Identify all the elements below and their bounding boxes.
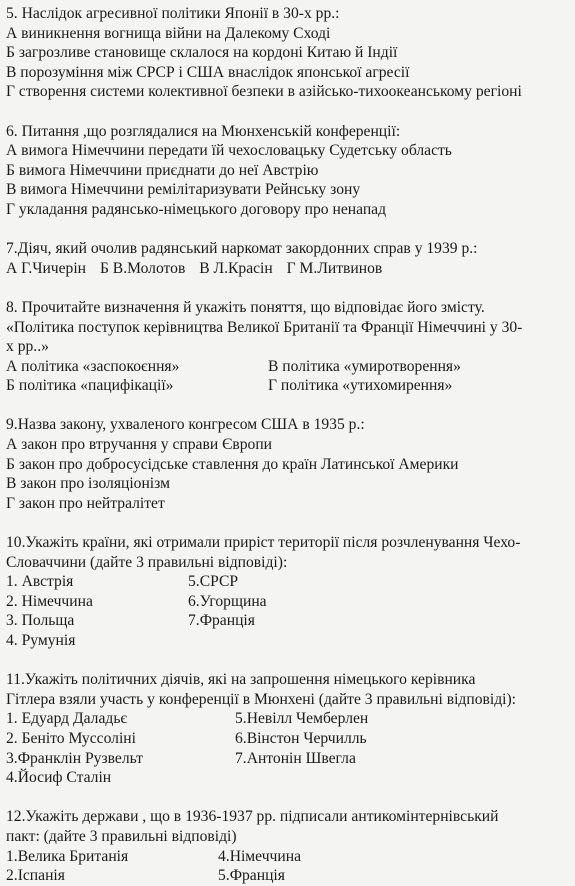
option: Г укладання радянсько-німецького договору про ненапад [6,200,387,218]
option: А вимога Німеччини передати їй чехословацьку Судетську область [6,142,452,160]
question-title: 8. Прочитайте визначення й укажіть поняття, що відповідає його змісту. [6,298,485,316]
question-11 [6,670,575,788]
option: В Л.Красін [199,259,273,277]
options-row [6,592,575,612]
option: В закон про ізоляціонізм [6,475,170,493]
option: Б вимога Німеччини приєднати до неї Австрію [6,161,319,179]
question-title: Гітлера взяли участь у конференції в Мюнхені (дайте 3 правильні відповіді): [6,690,516,708]
question-8 [6,298,575,396]
options-row [6,376,575,396]
option: Г М.Литвинов [286,259,383,277]
option: 2. Німеччина [6,592,93,610]
options-row [6,611,575,631]
option: Б В.Молотов [99,259,186,277]
options-row [6,572,575,592]
option: Г закон про нейтралітет [6,494,165,512]
option: 1.Велика Британія [6,847,129,865]
question-quote: х рр..» [6,338,49,356]
question-title: 9.Назва закону, ухваленого конгресом США в 1935 р.: [6,416,365,434]
option: Б загрозливе становище склалося на кордоні Китаю й Індії [6,44,398,62]
option: Б політика «пацифікації» [6,377,174,395]
options-row [6,749,575,769]
question-7 [6,239,575,278]
question-5 [6,4,575,102]
question-9 [6,415,575,513]
option: В політика «умиротворення» [268,357,461,375]
option: 6.Вінстон Черчилль [235,729,367,747]
question-title: 11.Укажіть політичних діячів, які на запрошення німецького керівника [6,671,476,689]
question-title: 6. Питання ,що розглядалися на Мюнхенській конференції: [6,122,401,140]
option: 5.СРСР [188,573,239,591]
question-title: пакт: (дайте 3 правильні відповіді) [6,827,237,845]
question-10 [6,533,575,651]
option: А закон про втручання у справи Європи [6,436,273,454]
option: 6.Угорщина [188,592,267,610]
option: А виникнення вогнища війни на Далекому Сході [6,24,331,42]
option: 4.Німеччина [218,847,301,865]
question-title: 7.Діяч, який очолив радянський наркомат закордонних справ у 1939 р.: [6,240,478,258]
option: А політика «заспокоєння» [6,357,180,375]
option: 3.Франклін Рузвельт [6,749,143,767]
option: 1. Едуард Даладьє [6,710,128,728]
option: 3. Польща [6,612,75,630]
options-row [6,709,575,729]
question-6 [6,122,575,220]
option: Б закон про добросусідське ставлення до країн Латинської Америки [6,455,459,473]
option: 2. Беніто Муссоліні [6,729,136,747]
options-row [6,866,575,886]
option: В порозуміння між СРСР і США внаслідок японської агресії [6,63,410,81]
option: 4. Румунія [6,632,76,649]
option: В вимога Німеччини ремілітаризувати Рейнську зону [6,181,361,199]
option: 2.Іспанія [6,867,65,885]
option: Г створення системи колективної безпеки в азійсько-тихоокеанському регіоні [6,83,522,101]
question-title: 5. Наслідок агресивної політики Японії в 30-х рр.: [6,5,340,22]
question-title: Словаччини (дайте 3 правильні відповіді): [6,553,288,571]
option: 7.Франція [188,612,255,630]
option: 4.Йосиф Сталін [6,769,112,787]
option: 5.Невілл Чемберлен [235,710,369,728]
option: Г політика «утихомирення» [268,377,453,395]
option: 7.Антонін Швегла [235,749,356,767]
question-title: 12.Укажіть держави , що в 1936-1937 рр. підписали антикомінтернівський [6,808,499,826]
question-quote: «Політика поступок керівництва Великої Британії та Франції Німеччині у 30- [6,318,523,336]
option: А Г.Чичерін [6,259,87,277]
question-12 [6,807,575,885]
question-title: 10.Укажіть країни, які отримали приріст території після розчленування Чехо- [6,534,521,552]
option: 1. Австрія [6,573,74,591]
options-row [6,847,575,867]
options-row [6,259,575,279]
options-row [6,729,575,749]
options-row [6,357,575,377]
option: 5.Франція [218,867,285,885]
